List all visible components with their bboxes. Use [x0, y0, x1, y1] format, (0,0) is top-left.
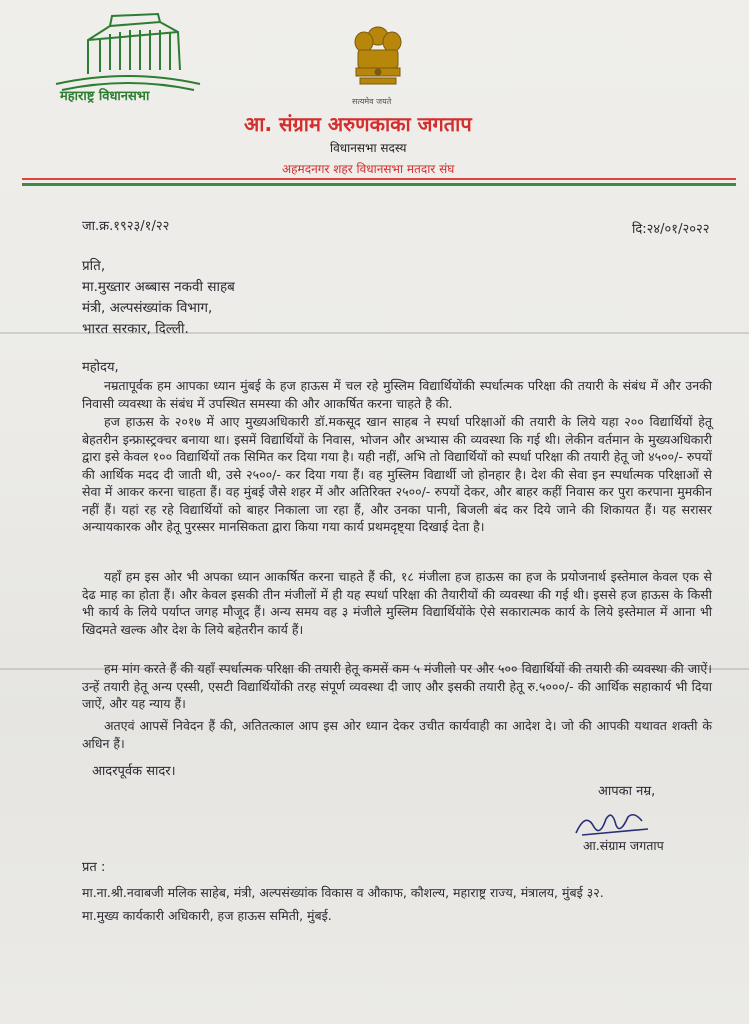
reference-number: जा.क्र.१९२३/१/२२	[82, 219, 170, 234]
recipient-line: भारत सरकार, दिल्ली.	[82, 321, 189, 337]
body-paragraph: हम मांग करते हैं की यहाँ स्पर्धात्मक परिक्षा की तयारी हेतू कमसें कम ५ मंजीलो पर और ५०० विद्यार्थियों की तयारी की व्यवस्था की जाऐं। उन्हें तयारी हेतू अन्य एस्सी, एसटी विद्यार्थियोंकी तरह संपूर्ण व्यवस्था दी जाए और इसकी तयारी हेतू रु.५०००/- की आर्थिक सहाकार्य भी दिया जाऐं, और यह न्याय हैं।	[82, 661, 712, 711]
mla-name: आ. संग्राम अरुणकाका जगताप	[244, 112, 472, 136]
copy-to-label: प्रत :	[82, 860, 106, 875]
national-emblem-icon	[350, 22, 406, 94]
signature-icon	[572, 805, 652, 841]
signer-name: आ.संग्राम जगताप	[583, 838, 664, 853]
body-paragraph: यहाँ हम इस ओर भी अपका ध्यान आकर्षित करना चाहते हैं की, १८ मंजीला हज हाऊस का हज के प्रयोजनार्थ इस्तेमाल केवल एक से देढ माह का होता हैं। और केवल इसकी तीन मंजीलों में ही यह स्पर्धा परिक्षा की तैयारीयों की व्यवस्था की गई थी। इससे हज हाऊस के किसी भी कार्य के लिये पर्याप्त जगह मौजूद हैं। अन्य समय वह ३ मंजीले मुस्लिम विद्यार्थियोंके ऐसे सकारात्मक कार्य के लिये इस्तेमाल में आना भी खिदमते खल्क और देश के लिये बहेतरीन कार्य हैं।	[82, 569, 712, 637]
mla-title: विधानसभा सदस्य	[330, 141, 407, 155]
recipient-line: मा.मुख्तार अब्बास नकवी साहब	[82, 279, 235, 295]
recipient-block	[82, 256, 235, 340]
letterhead-divider-green	[22, 183, 736, 186]
closing-line: आदरपूर्वक सादर।	[92, 764, 176, 779]
body-paragraph: अतएवं आपसें निवेदन हैं की, अतितत्काल आप इस ओर ध्यान देकर उचीत कार्यवाही का आदेश दे। जो की आपकी यथावत शक्ती के अधिन हैं।	[82, 718, 712, 751]
yours-faithfully: आपका नम्र,	[598, 784, 656, 799]
copy-to-item: मा.मुख्य कार्यकारी अधिकारी, हज हाऊस समिती, मुंबई.	[82, 908, 332, 923]
emblem-motto: सत्यमेव जयते	[352, 97, 392, 106]
recipient-line: मंत्री, अल्पसंख्यांक विभाग,	[82, 300, 213, 316]
assembly-name: महाराष्ट्र विधानसभा	[60, 89, 150, 104]
letter-date: दि:२४/०१/२०२२	[632, 222, 710, 237]
salutation: महोदय,	[82, 360, 119, 375]
copy-to-item: मा.ना.श्री.नवाबजी मलिक साहेब, मंत्री, अल्पसंख्यांक विकास व औकाफ, कौशल्य, महाराष्ट्र राज्य, मंत्रालय, मुंबई ३२.	[82, 885, 604, 900]
recipient-prefix: प्रति,	[82, 258, 106, 274]
copy-to-list	[82, 881, 732, 927]
body-paragraph: नम्रतापूर्वक हम आपका ध्यान मुंबई के हज हाऊस में चल रहे मुस्लिम विद्यार्थियोंकी स्पर्धात्मक परिक्षा की तयारी के संबंध में और उनकी निवासी व्यवस्था के संबंध में उपस्थित समस्या की और आकर्षित करना चाहते है की.	[82, 378, 712, 411]
body-paragraph: हज हाऊस के २०१७ में आए मुख्यअधिकारी डॉ.मकसूद खान साहब ने स्पर्धा परिक्षाओं की तयारी के लिये यहा २०० विद्यार्थियों हेतू बेहतरीन इन्फ्रास्ट्रक्चर बनाया था। इसमें विद्यार्थियों के निवास, भोजन और अभ्यास की व्यवस्था कि गई थी। लेकीन वर्तमान के मुख्यअधिकारी द्वारा इसे केवल १०० विद्यार्थियों तक सिमित कर दिया गया है। यही नहीं, अभि तो विद्यार्थियों को स्पर्धा परिक्षा की तयारी हेतू जो ४५००/- रुपयों की आर्थिक मदद दी जाती थी, उसे २५००/- कर दिया गया हैं। वह मुस्लिम विद्यार्थी जो होनहार है। देश की सेवा इन स्पर्धात्मक परिक्षाओं से सेवा में आकर करना चाहता हैं। वह मुंबई जैसे शहर में और अतिरिक्त २५००/- रुपयों देकर, और बाहर कहीं निवास कर पुरा करपाना मुमकीन नहीं हैं। यहां रह रहे विद्यार्थियों को बाहर निकाला जा रहा हैं, और उनका पानी, बिजली बंद कर दिये जाने की शिकायत हैं। यह सरासर अन्यायकारक और हेतू पुरस्सर मानसिकता द्वारा किया गया कार्य प्रथमदृष्ट्या दिखाई देता है।	[82, 414, 712, 534]
letterhead-divider-red	[22, 178, 736, 180]
constituency: अहमदनगर शहर विधानसभा मतदार संघ	[282, 162, 455, 176]
